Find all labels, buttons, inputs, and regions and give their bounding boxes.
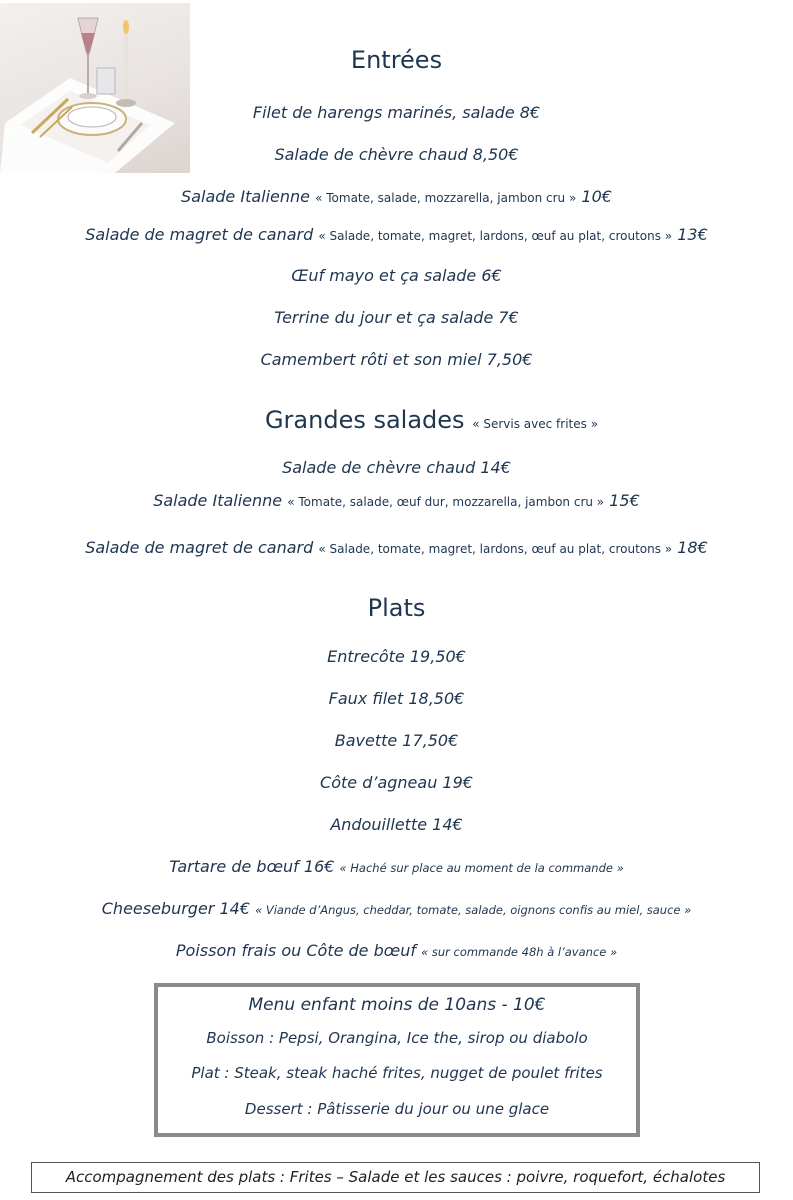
menu-item: [0, 899, 793, 918]
menu-item: [0, 941, 793, 960]
menu-item: [0, 266, 793, 285]
item-text: Camembert rôti et son miel 7,50€: [260, 350, 533, 369]
item-price: 13€: [677, 225, 708, 244]
item-text: Faux filet 18,50€: [328, 689, 465, 708]
menu-item: [0, 491, 793, 510]
menu-item: [0, 538, 793, 557]
menu-item: [0, 458, 793, 477]
section-title-note: « Servis avec frites »: [472, 417, 599, 431]
section-title-entrees: Entrées: [350, 46, 443, 74]
kids-menu-plat: Plat : Steak, steak haché frites, nugget de poulet frites: [191, 1064, 603, 1082]
item-price: 10€: [581, 187, 612, 206]
item-note: « Viande d’Angus, cheddar, tomate, salade, oignons confis au miel, sauce »: [255, 903, 692, 917]
kids-menu-dessert: Dessert : Pâtisserie du jour ou une glace: [244, 1100, 550, 1118]
menu-item: [0, 857, 793, 876]
menu-item: [0, 145, 793, 164]
item-price: 15€: [609, 491, 640, 510]
item-text: Œuf mayo et ça salade 6€: [291, 266, 502, 285]
menu-item: [0, 773, 793, 792]
item-text: Andouillette 14€: [330, 815, 463, 834]
item-text: Cheeseburger 14€: [101, 899, 251, 918]
item-text: Tartare de bœuf 16€: [169, 857, 335, 876]
item-text: Filet de harengs marinés, salade 8€: [252, 103, 541, 122]
item-text: Poisson frais ou Côte de bœuf: [175, 941, 416, 960]
kids-menu-box: [154, 983, 640, 1137]
menu-item: [0, 187, 793, 206]
item-text: Côte d’agneau 19€: [320, 773, 473, 792]
item-text: Salade de magret de canard: [85, 225, 314, 244]
menu-item: [0, 308, 793, 327]
menu-item: [0, 350, 793, 369]
item-text: Salade de chèvre chaud 14€: [282, 458, 511, 477]
menu-item: [0, 815, 793, 834]
menu-item: [0, 731, 793, 750]
footer-note: Accompagnement des plats : Frites – Salade et les sauces : poivre, roquefort, échalotes: [31, 1162, 760, 1193]
item-text: Entrecôte 19,50€: [327, 647, 466, 666]
menu-item: [0, 647, 793, 666]
item-note: « Salade, tomate, magret, lardons, œuf au plat, croutons »: [318, 229, 673, 243]
menu-item: [0, 689, 793, 708]
item-text: Salade Italienne: [153, 491, 283, 510]
item-note: « Salade, tomate, magret, lardons, œuf au plat, croutons »: [318, 542, 673, 556]
item-text: Bavette 17,50€: [334, 731, 459, 750]
menu-item: [0, 103, 793, 122]
item-note: « sur commande 48h à l’avance »: [421, 945, 618, 959]
menu-item: [0, 225, 793, 244]
item-price: 18€: [677, 538, 708, 557]
item-note: « Haché sur place au moment de la commande »: [339, 861, 624, 875]
section-title-text: Grandes salades: [264, 406, 465, 434]
item-text: Salade Italienne: [181, 187, 310, 206]
section-title-grandes-salades: [0, 406, 793, 434]
kids-menu-title: Menu enfant moins de 10ans - 10€: [248, 995, 546, 1015]
section-title-plats: Plats: [367, 594, 426, 622]
item-text: Salade de chèvre chaud 8,50€: [274, 145, 519, 164]
item-note: « Tomate, salade, œuf dur, mozzarella, jambon cru »: [287, 495, 605, 509]
item-text: Terrine du jour et ça salade 7€: [274, 308, 519, 327]
item-text: Salade de magret de canard: [85, 538, 314, 557]
kids-menu-boisson: Boisson : Pepsi, Orangina, Ice the, sirop ou diabolo: [206, 1029, 588, 1047]
item-note: « Tomate, salade, mozzarella, jambon cru »: [315, 191, 577, 205]
